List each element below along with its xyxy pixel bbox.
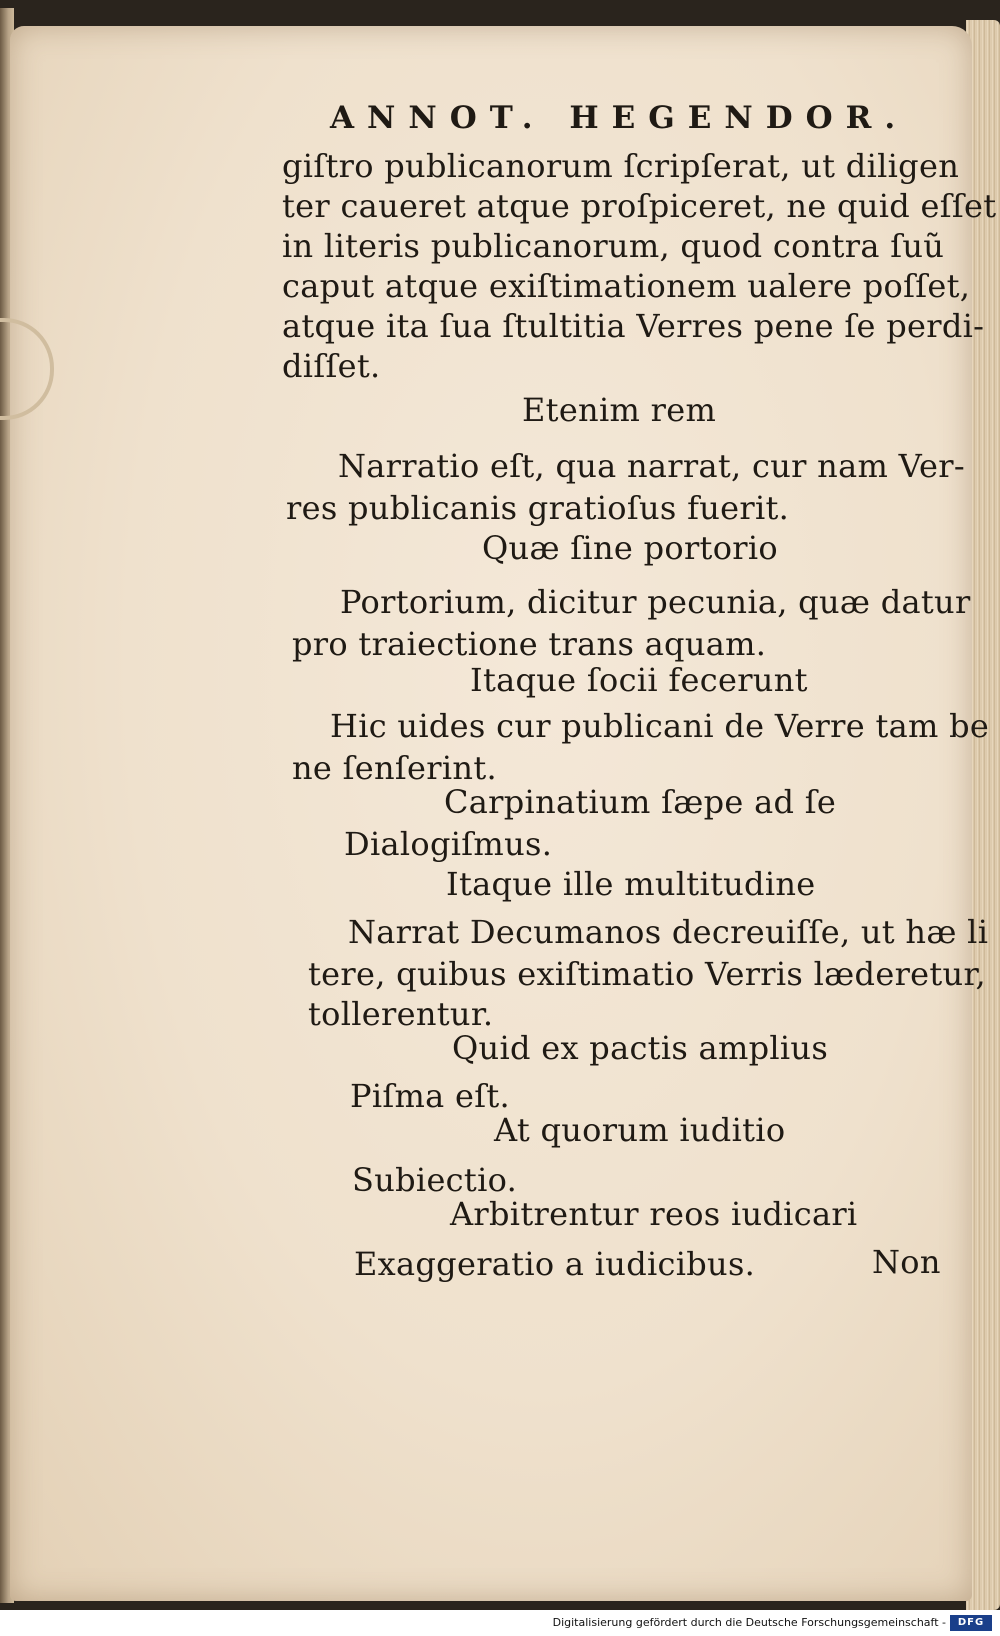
text-line: tollerentur.: [308, 995, 494, 1033]
text-line: Subiectio.: [352, 1161, 518, 1199]
text-line: diſſet.: [282, 347, 381, 385]
text-line: res publicanis gratioſus fuerit.: [286, 489, 790, 527]
lemma-heading: Itaque ille multitudine: [446, 865, 816, 903]
text-line: Narrat Decumanos decreuiſſe, ut hæ li: [348, 913, 989, 951]
lemma-heading: Quid ex pactis amplius: [452, 1029, 829, 1067]
lemma-heading: At quorum iuditio: [494, 1111, 786, 1149]
text-line: Hic uides cur publicani de Verre tam be: [330, 707, 990, 745]
text-line: tere, quibus exiſtimatio Verris læderetur,: [308, 955, 987, 993]
text-line: Narratio eſt, qua narrat, cur nam Ver-: [338, 447, 965, 485]
text-line: caput atque exiſtimationem ualere poſſet,: [282, 267, 971, 305]
digitization-footer: [0, 1612, 1000, 1636]
text-line: Dialogiſmus.: [344, 825, 553, 863]
text-line: in literis publicanorum, quod contra ſuũ: [282, 227, 945, 265]
text-line: ne ſenſerint.: [292, 749, 497, 787]
lemma-heading: Carpinatium ſæpe ad ſe: [444, 783, 837, 821]
catchword: Non: [872, 1243, 941, 1281]
text-line: Piſma eſt.: [350, 1077, 511, 1115]
text-line: pro traiectione trans aquam.: [292, 625, 767, 663]
lemma-heading: Quæ ſine portorio: [482, 529, 778, 567]
text-line: ter caueret atque proſpiceret, ne quid eſſet: [282, 187, 997, 225]
text-line: atque ita ſua ſtultitia Verres pene ſe perdi-: [282, 307, 985, 345]
text-line: Portorium, dicitur pecunia, quæ datur: [340, 583, 971, 621]
lemma-heading: Arbitrentur reos iudicari: [450, 1195, 858, 1233]
text-line: Exaggeratio a iudicibus.: [354, 1245, 756, 1283]
lemma-heading: Etenim rem: [522, 391, 717, 429]
dfg-logo: DFG: [950, 1615, 992, 1631]
text-line: giſtro publicanorum ſcripſerat, ut diligen: [282, 147, 960, 185]
funding-credit: Digitalisierung gefördert durch die Deutsche Forschungsgemeinschaft -: [552, 1616, 946, 1629]
lemma-heading: Itaque ſocii fecerunt: [470, 661, 808, 699]
running-head: ANNOT. HEGENDOR.: [330, 100, 909, 136]
